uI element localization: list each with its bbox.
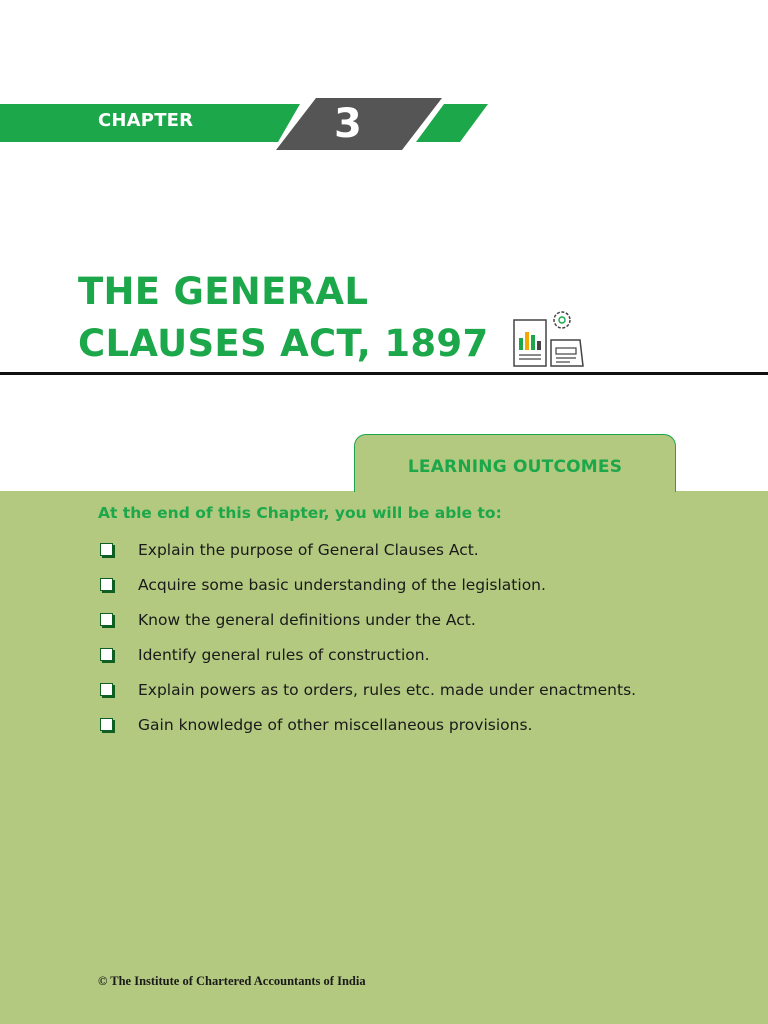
chapter-number: 3 [334,101,362,147]
page-title [78,266,489,370]
learning-outcomes-intro: At the end of this Chapter, you will be able to: [98,504,502,522]
checkbox-icon [100,613,113,626]
list-item-text: Gain knowledge of other miscellaneous provisions. [138,716,533,734]
title-divider [0,372,768,375]
checkbox-icon [100,648,113,661]
learning-outcomes-tab [354,434,676,492]
title-line-1: THE GENERAL [78,270,369,313]
list-item [98,608,670,633]
checkbox-icon [100,543,113,556]
checkbox-icon [100,718,113,731]
learning-outcomes-list [98,538,670,748]
chapter-banner [0,96,500,152]
list-item [98,573,670,598]
copyright-footer: © The Institute of Chartered Accountants of India [98,974,366,988]
list-item [98,678,670,703]
document-chart-gear-icon [510,308,586,370]
list-item-text: Explain powers as to orders, rules etc. made under enactments. [138,681,637,699]
checkbox-icon [100,578,113,591]
list-item-text: Identify general rules of construction. [138,646,430,664]
learning-outcomes-heading: LEARNING OUTCOMES [407,457,623,477]
list-item-text: Acquire some basic understanding of the legislation. [138,576,546,594]
list-item-text: Explain the purpose of General Clauses Act. [138,541,479,559]
list-item-text: Know the general definitions under the Act. [138,611,476,629]
title-line-2: CLAUSES ACT, 1897 [78,322,489,365]
list-item [98,713,670,738]
list-item [98,538,670,563]
checkbox-icon [100,683,113,696]
list-item [98,643,670,668]
chapter-label: CHAPTER [98,110,194,131]
